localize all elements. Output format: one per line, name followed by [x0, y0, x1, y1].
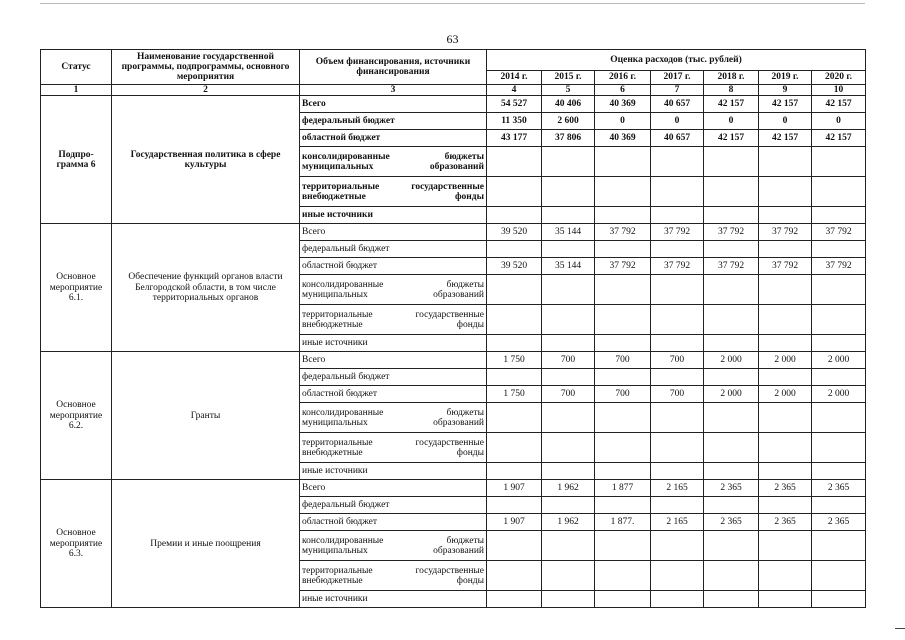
header-year: 2016 г.: [595, 71, 651, 85]
value-cell: [487, 207, 542, 224]
value-cell: [759, 433, 812, 463]
value-cell: [812, 335, 866, 352]
header-year: 2017 г.: [651, 71, 704, 85]
source-other: иные источники: [300, 335, 487, 352]
value-cell: [704, 561, 759, 591]
value-cell: 700: [595, 352, 651, 369]
value-cell: [487, 147, 542, 177]
value-cell: 700: [651, 352, 704, 369]
value-cell: 2 365: [759, 514, 812, 531]
value-cell: 700: [542, 386, 595, 403]
value-cell: [487, 241, 542, 258]
status-cell: Основное мероприятие 6.1.: [41, 224, 112, 352]
value-cell: 2 000: [704, 386, 759, 403]
value-cell: [542, 497, 595, 514]
value-cell: [487, 177, 542, 207]
value-cell: [651, 147, 704, 177]
value-cell: [542, 591, 595, 608]
value-cell: [704, 275, 759, 305]
value-cell: [704, 207, 759, 224]
value-cell: [595, 275, 651, 305]
program-name-cell: Премии и иные поощрения: [112, 480, 300, 608]
value-cell: [759, 591, 812, 608]
header-estimate: Оценка расходов (тыс. рублей): [487, 50, 866, 71]
value-cell: 42 157: [759, 130, 812, 147]
column-number: 9: [759, 85, 812, 96]
value-cell: [704, 497, 759, 514]
value-cell: 2 365: [759, 480, 812, 497]
value-cell: 37 792: [759, 258, 812, 275]
source-federal: федеральный бюджет: [300, 369, 487, 386]
value-cell: [595, 147, 651, 177]
value-cell: [651, 275, 704, 305]
value-cell: [487, 305, 542, 335]
column-number: 3: [300, 85, 487, 96]
value-cell: [759, 207, 812, 224]
value-cell: [812, 241, 866, 258]
column-number: 4: [487, 85, 542, 96]
status-cell: Основное мероприятие 6.3.: [41, 480, 112, 608]
value-cell: [595, 207, 651, 224]
value-cell: [487, 335, 542, 352]
source-municipal: консолидированные бюджеты муниципальных образований: [300, 403, 487, 433]
value-cell: 700: [651, 386, 704, 403]
value-cell: [595, 531, 651, 561]
header-year: 2019 г.: [759, 71, 812, 85]
value-cell: 37 806: [542, 130, 595, 147]
value-cell: [651, 561, 704, 591]
value-cell: [542, 433, 595, 463]
value-cell: 43 177: [487, 130, 542, 147]
source-total: Всего: [300, 224, 487, 241]
value-cell: [542, 275, 595, 305]
header-program-name: Наименование государственной программы, подпрограммы, основного мероприятия: [112, 50, 300, 85]
value-cell: [651, 335, 704, 352]
source-regional: областной бюджет: [300, 130, 487, 147]
value-cell: [759, 241, 812, 258]
value-cell: 0: [595, 113, 651, 130]
value-cell: [704, 591, 759, 608]
value-cell: 2 000: [812, 352, 866, 369]
value-cell: 2 165: [651, 514, 704, 531]
source-total: Всего: [300, 480, 487, 497]
source-regional: областной бюджет: [300, 514, 487, 531]
value-cell: [595, 463, 651, 480]
value-cell: 37 792: [651, 258, 704, 275]
column-number: 2: [112, 85, 300, 96]
value-cell: 2 365: [812, 514, 866, 531]
value-cell: [812, 207, 866, 224]
source-federal: федеральный бюджет: [300, 113, 487, 130]
value-cell: 700: [595, 386, 651, 403]
value-cell: [651, 241, 704, 258]
source-total: Всего: [300, 352, 487, 369]
value-cell: 37 792: [651, 224, 704, 241]
source-territorial: территориальные государственные внебюджетные фонды: [300, 305, 487, 335]
value-cell: [487, 463, 542, 480]
value-cell: 2 000: [759, 352, 812, 369]
value-cell: [595, 403, 651, 433]
table-header: [41, 50, 866, 96]
value-cell: 2 365: [704, 514, 759, 531]
value-cell: 0: [759, 113, 812, 130]
value-cell: [759, 147, 812, 177]
value-cell: [759, 275, 812, 305]
table-row: [41, 96, 866, 113]
value-cell: [812, 497, 866, 514]
value-cell: 40 369: [595, 96, 651, 113]
header-financing: Объем финансирования, источники финансирования: [300, 50, 487, 85]
value-cell: [812, 561, 866, 591]
value-cell: 1 907: [487, 514, 542, 531]
value-cell: [704, 147, 759, 177]
value-cell: 37 792: [704, 224, 759, 241]
value-cell: [704, 531, 759, 561]
value-cell: 39 520: [487, 258, 542, 275]
value-cell: 1 877.: [595, 514, 651, 531]
value-cell: 37 792: [812, 224, 866, 241]
value-cell: 1 962: [542, 514, 595, 531]
value-cell: [542, 531, 595, 561]
source-municipal: консолидированные бюджеты муниципальных образований: [300, 275, 487, 305]
value-cell: [487, 561, 542, 591]
value-cell: [759, 497, 812, 514]
program-name-cell: Государственная политика в сфере культуры: [112, 96, 300, 224]
source-territorial: территориальные государственные внебюджетные фонды: [300, 433, 487, 463]
value-cell: [487, 275, 542, 305]
column-number: 10: [812, 85, 866, 96]
value-cell: [595, 591, 651, 608]
value-cell: [759, 305, 812, 335]
value-cell: [542, 403, 595, 433]
top-edge-line: [40, 3, 865, 4]
value-cell: 54 527: [487, 96, 542, 113]
value-cell: 0: [704, 113, 759, 130]
value-cell: [704, 463, 759, 480]
table-body: [41, 96, 866, 608]
source-total: Всего: [300, 96, 487, 113]
value-cell: 40 657: [651, 130, 704, 147]
source-regional: областной бюджет: [300, 258, 487, 275]
value-cell: [812, 305, 866, 335]
table-row: [41, 480, 866, 497]
value-cell: [651, 403, 704, 433]
value-cell: 2 165: [651, 480, 704, 497]
margin-mark: [895, 628, 905, 629]
source-municipal: консолидированные бюджеты муниципальных образований: [300, 531, 487, 561]
value-cell: [595, 177, 651, 207]
value-cell: [487, 433, 542, 463]
program-name-cell: Гранты: [112, 352, 300, 480]
value-cell: [759, 561, 812, 591]
status-cell: Подпро-грамма 6: [41, 96, 112, 224]
value-cell: [704, 433, 759, 463]
value-cell: 42 157: [704, 130, 759, 147]
value-cell: [595, 241, 651, 258]
value-cell: [542, 241, 595, 258]
value-cell: [812, 147, 866, 177]
value-cell: [595, 335, 651, 352]
value-cell: [542, 463, 595, 480]
column-number: 7: [651, 85, 704, 96]
source-federal: федеральный бюджет: [300, 497, 487, 514]
value-cell: 2 365: [704, 480, 759, 497]
value-cell: [651, 305, 704, 335]
header-year: 2015 г.: [542, 71, 595, 85]
value-cell: 2 365: [812, 480, 866, 497]
value-cell: [651, 497, 704, 514]
value-cell: [812, 463, 866, 480]
value-cell: 37 792: [595, 224, 651, 241]
value-cell: 35 144: [542, 224, 595, 241]
value-cell: 2 000: [704, 352, 759, 369]
value-cell: 0: [651, 113, 704, 130]
value-cell: [651, 463, 704, 480]
value-cell: 37 792: [595, 258, 651, 275]
value-cell: [759, 177, 812, 207]
column-number: 1: [41, 85, 112, 96]
table-row: [41, 352, 866, 369]
value-cell: [759, 531, 812, 561]
source-regional: областной бюджет: [300, 386, 487, 403]
value-cell: [812, 275, 866, 305]
value-cell: [595, 433, 651, 463]
header-year: 2014 г.: [487, 71, 542, 85]
column-number-row: [41, 85, 866, 96]
value-cell: [595, 497, 651, 514]
value-cell: 0: [812, 113, 866, 130]
column-number: 6: [595, 85, 651, 96]
source-other: иные источники: [300, 591, 487, 608]
value-cell: 35 144: [542, 258, 595, 275]
value-cell: [759, 403, 812, 433]
header-status: Статус: [41, 50, 112, 85]
value-cell: [487, 591, 542, 608]
value-cell: [704, 305, 759, 335]
value-cell: [812, 531, 866, 561]
header-year: 2020 г.: [812, 71, 866, 85]
value-cell: 1 750: [487, 386, 542, 403]
source-other: иные источники: [300, 463, 487, 480]
value-cell: 39 520: [487, 224, 542, 241]
value-cell: 37 792: [704, 258, 759, 275]
source-federal: федеральный бюджет: [300, 241, 487, 258]
source-territorial: территориальные государственные внебюджетные фонды: [300, 177, 487, 207]
value-cell: 42 157: [812, 96, 866, 113]
value-cell: [542, 369, 595, 386]
value-cell: [542, 207, 595, 224]
value-cell: [595, 369, 651, 386]
value-cell: 2 000: [812, 386, 866, 403]
value-cell: [542, 305, 595, 335]
value-cell: [704, 369, 759, 386]
value-cell: [487, 497, 542, 514]
value-cell: 40 657: [651, 96, 704, 113]
value-cell: 42 157: [759, 96, 812, 113]
value-cell: [651, 369, 704, 386]
value-cell: [812, 369, 866, 386]
value-cell: [651, 207, 704, 224]
program-name-cell: Обеспечение функций органов власти Белгородской области, в том числе территориальных органов: [112, 224, 300, 352]
status-cell: Основное мероприятие 6.2.: [41, 352, 112, 480]
page-number: 63: [446, 32, 459, 46]
value-cell: [759, 369, 812, 386]
value-cell: [595, 561, 651, 591]
value-cell: [487, 403, 542, 433]
value-cell: 37 792: [812, 258, 866, 275]
value-cell: 1 877: [595, 480, 651, 497]
value-cell: [812, 591, 866, 608]
value-cell: 40 369: [595, 130, 651, 147]
value-cell: [704, 241, 759, 258]
value-cell: [651, 177, 704, 207]
budget-table: [40, 49, 866, 608]
source-municipal: консолидированные бюджеты муниципальных образований: [300, 147, 487, 177]
source-territorial: территориальные государственные внебюджетные фонды: [300, 561, 487, 591]
value-cell: 42 157: [812, 130, 866, 147]
value-cell: 11 350: [487, 113, 542, 130]
value-cell: [759, 463, 812, 480]
value-cell: 2 000: [759, 386, 812, 403]
value-cell: 700: [542, 352, 595, 369]
value-cell: 2 600: [542, 113, 595, 130]
value-cell: 40 406: [542, 96, 595, 113]
value-cell: 1 907: [487, 480, 542, 497]
value-cell: [812, 403, 866, 433]
header-year: 2018 г.: [704, 71, 759, 85]
value-cell: [595, 305, 651, 335]
value-cell: [812, 177, 866, 207]
value-cell: 37 792: [759, 224, 812, 241]
value-cell: [542, 177, 595, 207]
value-cell: [812, 433, 866, 463]
value-cell: [542, 335, 595, 352]
value-cell: [651, 531, 704, 561]
value-cell: [704, 335, 759, 352]
source-other: иные источники: [300, 207, 487, 224]
value-cell: [651, 433, 704, 463]
value-cell: [651, 591, 704, 608]
value-cell: [759, 335, 812, 352]
value-cell: 1 962: [542, 480, 595, 497]
value-cell: 42 157: [704, 96, 759, 113]
value-cell: [704, 403, 759, 433]
value-cell: [487, 531, 542, 561]
table-row: [41, 224, 866, 241]
value-cell: [542, 561, 595, 591]
value-cell: [704, 177, 759, 207]
value-cell: [487, 369, 542, 386]
value-cell: [542, 147, 595, 177]
column-number: 5: [542, 85, 595, 96]
value-cell: 1 750: [487, 352, 542, 369]
column-number: 8: [704, 85, 759, 96]
